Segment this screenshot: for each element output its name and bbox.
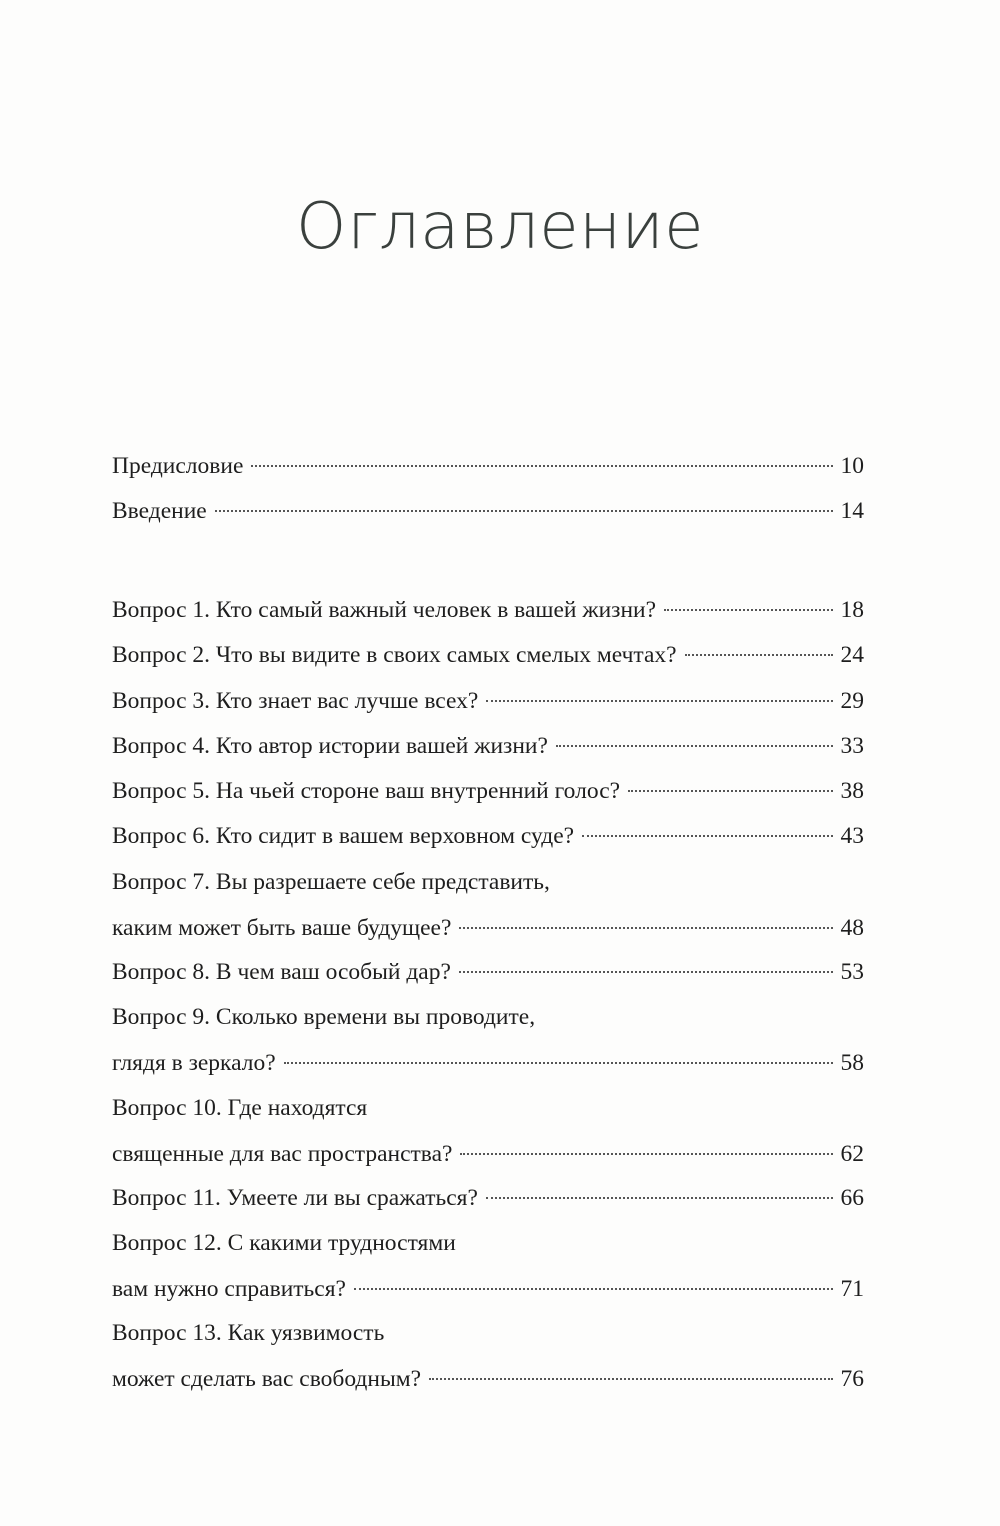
toc-entry-question-5 [112,768,864,814]
toc-page-number: 76 [840,1366,864,1392]
dot-leader [429,1377,832,1380]
toc-entry-introduction [112,488,864,534]
dot-leader [460,1152,832,1155]
toc-page-number: 18 [840,597,864,623]
toc-entry-question-3 [112,678,864,724]
toc-entry-question-2 [112,632,864,678]
toc-page-number: 71 [840,1276,864,1302]
toc-entry-title: Вопрос 11. Умеете ли вы сражаться? [112,1185,478,1211]
dot-leader [284,1061,833,1064]
dot-leader [354,1287,833,1290]
toc-entry-title: Введение [112,498,207,524]
dot-leader [459,926,832,929]
dot-leader [486,699,832,702]
page-title: Оглавление [295,190,705,264]
toc-entry-title-line1: Вопрос 9. Сколько времени вы проводите, [112,1004,536,1030]
toc-page-number: 66 [840,1185,864,1211]
toc-entry-title: Вопрос 5. На чьей стороне ваш внутренний голос? [112,778,621,804]
toc-entry-title: Вопрос 1. Кто самый важный человек в вашей жизни? [112,597,657,623]
toc-entry-title: священные для вас пространства? [112,1141,453,1167]
toc-page-number: 14 [840,498,864,524]
toc-entry-title: Вопрос 8. В чем ваш особый дар? [112,959,451,985]
toc-page-number: 33 [840,733,864,759]
toc-entry-question-6 [112,813,864,859]
toc-page-number: 48 [840,915,864,941]
dot-leader [556,744,833,747]
toc-entry-question-13 [112,1310,864,1402]
toc-entry-title: Вопрос 3. Кто знает вас лучше всех? [112,688,479,714]
toc-page-number: 29 [840,688,864,714]
toc-entry-preface [112,443,864,489]
toc-entry-title: глядя в зеркало? [112,1050,276,1076]
toc-entry-question-12 [112,1220,864,1312]
toc-entry-title-line1: Вопрос 10. Где находятся [112,1095,368,1121]
toc-entry-title: Вопрос 6. Кто сидит в вашем верховном суде? [112,823,575,849]
toc-entry-question-11 [112,1175,864,1221]
toc-entry-title: Вопрос 4. Кто автор истории вашей жизни? [112,733,548,759]
dot-leader [685,653,833,656]
toc-entry-question-1 [112,587,864,633]
toc-page-number: 58 [840,1050,864,1076]
toc-entry-title-line1: Вопрос 12. С какими трудностями [112,1230,456,1256]
dot-leader [628,789,832,792]
toc-entry-question-7 [112,859,864,951]
toc-entry-question-8 [112,949,864,995]
dot-leader [215,509,833,512]
dot-leader [582,834,832,837]
toc-entry-title: Предисловие [112,453,244,479]
toc-page-number: 10 [840,453,864,479]
toc-page-number: 53 [840,959,864,985]
toc-entry-title-line1: Вопрос 7. Вы разрешаете себе представить, [112,869,550,895]
toc-page-number: 43 [840,823,864,849]
toc-entry-question-9 [112,994,864,1086]
dot-leader [459,970,833,973]
toc-entry-title: Вопрос 2. Что вы видите в своих самых смелых мечтах? [112,642,677,668]
toc-page-number: 38 [840,778,864,804]
toc-entry-title: каким может быть ваше будущее? [112,915,452,941]
toc-entry-title: вам нужно справиться? [112,1276,346,1302]
toc-page-number: 62 [840,1141,864,1167]
dot-leader [664,608,832,611]
toc-entry-question-4 [112,723,864,769]
toc-entry-title-line1: Вопрос 13. Как уязвимость [112,1320,385,1346]
dot-leader [251,464,832,467]
dot-leader [486,1196,833,1199]
toc-entry-question-10 [112,1085,864,1177]
toc-entry-title: может сделать вас свободным? [112,1366,422,1392]
toc-page-number: 24 [840,642,864,668]
